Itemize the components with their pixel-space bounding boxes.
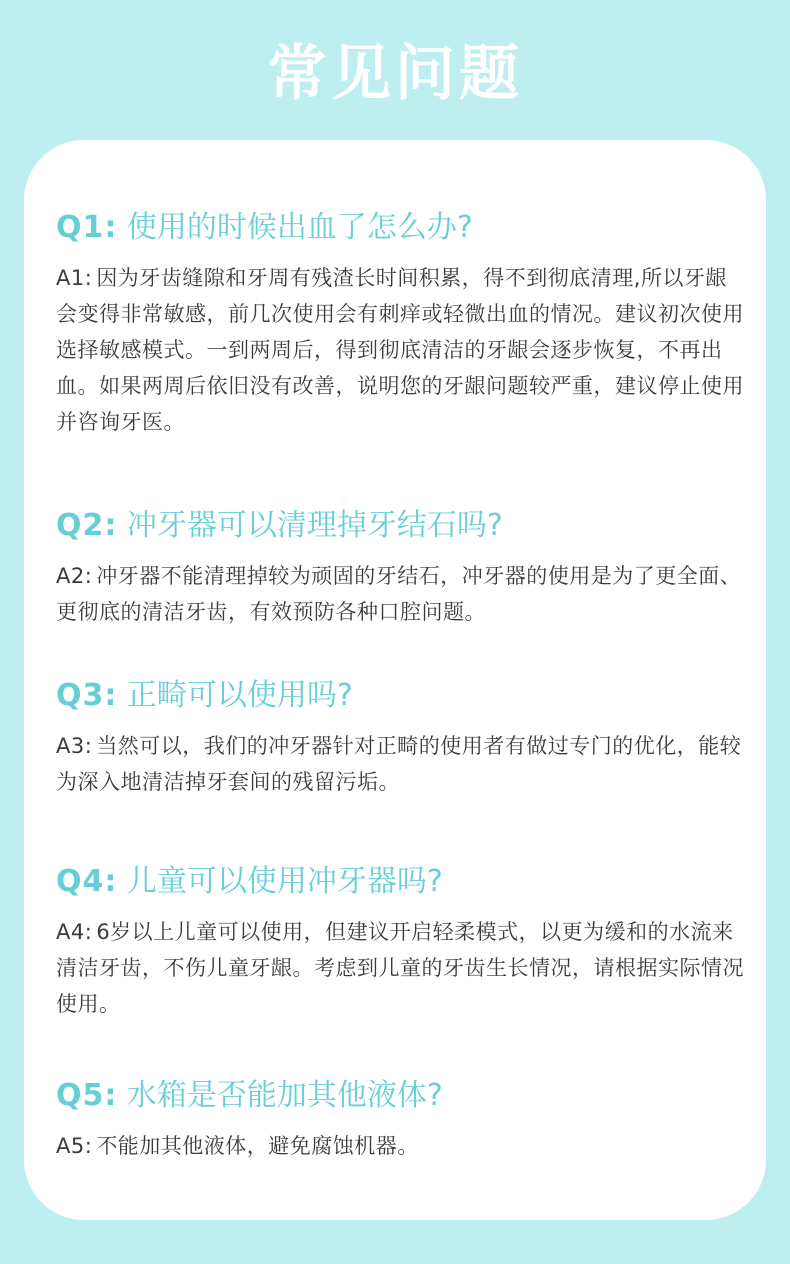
faq-item-3 xyxy=(56,676,746,800)
question-text: 冲牙器可以清理掉牙结石吗? xyxy=(126,508,503,543)
faq-item-2 xyxy=(56,506,746,630)
question-text: 使用的时候出血了怎么办? xyxy=(126,210,473,245)
question-number: Q1: xyxy=(56,210,118,245)
page-title: 常见问题 xyxy=(267,39,523,109)
answer-5 xyxy=(56,1128,746,1164)
answer-text: 因为牙齿缝隙和牙周有残渣长时间积累，得不到彻底清理,所以牙龈会变得非常敏感，前几次使用会有刺痒或轻微出血的情况。建议初次使用选择敏感模式。一到两周后，得到彻底清洁的牙龈会逐步恢复，不再出血。如果两周后依旧没有改善，说明您的牙龈问题较严重，建议停止使用并咨询牙医。 xyxy=(56,266,744,434)
answer-2 xyxy=(56,558,746,630)
faq-item-1 xyxy=(56,208,746,440)
question-1 xyxy=(56,208,746,248)
answer-prefix: A2: xyxy=(56,564,93,588)
question-number: Q4: xyxy=(56,864,118,899)
question-text: 儿童可以使用冲牙器吗? xyxy=(126,864,443,899)
answer-text: 不能加其他液体，避免腐蚀机器。 xyxy=(96,1134,419,1158)
question-3 xyxy=(56,676,746,716)
answer-prefix: A4: xyxy=(56,920,93,944)
answer-text: 6岁以上儿童可以使用，但建议开启轻柔模式，以更为缓和的水流来清洁牙齿，不伤儿童牙龈。考虑到儿童的牙齿生长情况，请根据实际情况使用。 xyxy=(56,920,744,1016)
question-number: Q3: xyxy=(56,678,118,713)
question-2 xyxy=(56,506,746,546)
answer-3 xyxy=(56,728,746,800)
answer-prefix: A5: xyxy=(56,1134,93,1158)
question-text: 正畸可以使用吗? xyxy=(126,678,353,713)
answer-text: 当然可以，我们的冲牙器针对正畸的使用者有做过专门的优化，能较为深入地清洁掉牙套间的残留污垢。 xyxy=(56,734,742,794)
question-number: Q5: xyxy=(56,1078,118,1113)
answer-4 xyxy=(56,914,746,1022)
question-text: 水箱是否能加其他液体? xyxy=(126,1078,443,1113)
faq-item-5 xyxy=(56,1076,746,1164)
answer-prefix: A1: xyxy=(56,266,93,290)
question-5 xyxy=(56,1076,746,1116)
answer-text: 冲牙器不能清理掉较为顽固的牙结石，冲牙器的使用是为了更全面、更彻底的清洁牙齿，有效预防各种口腔问题。 xyxy=(56,564,742,624)
answer-1 xyxy=(56,260,746,440)
faq-item-4 xyxy=(56,862,746,1022)
question-4 xyxy=(56,862,746,902)
question-number: Q2: xyxy=(56,508,118,543)
answer-prefix: A3: xyxy=(56,734,93,758)
